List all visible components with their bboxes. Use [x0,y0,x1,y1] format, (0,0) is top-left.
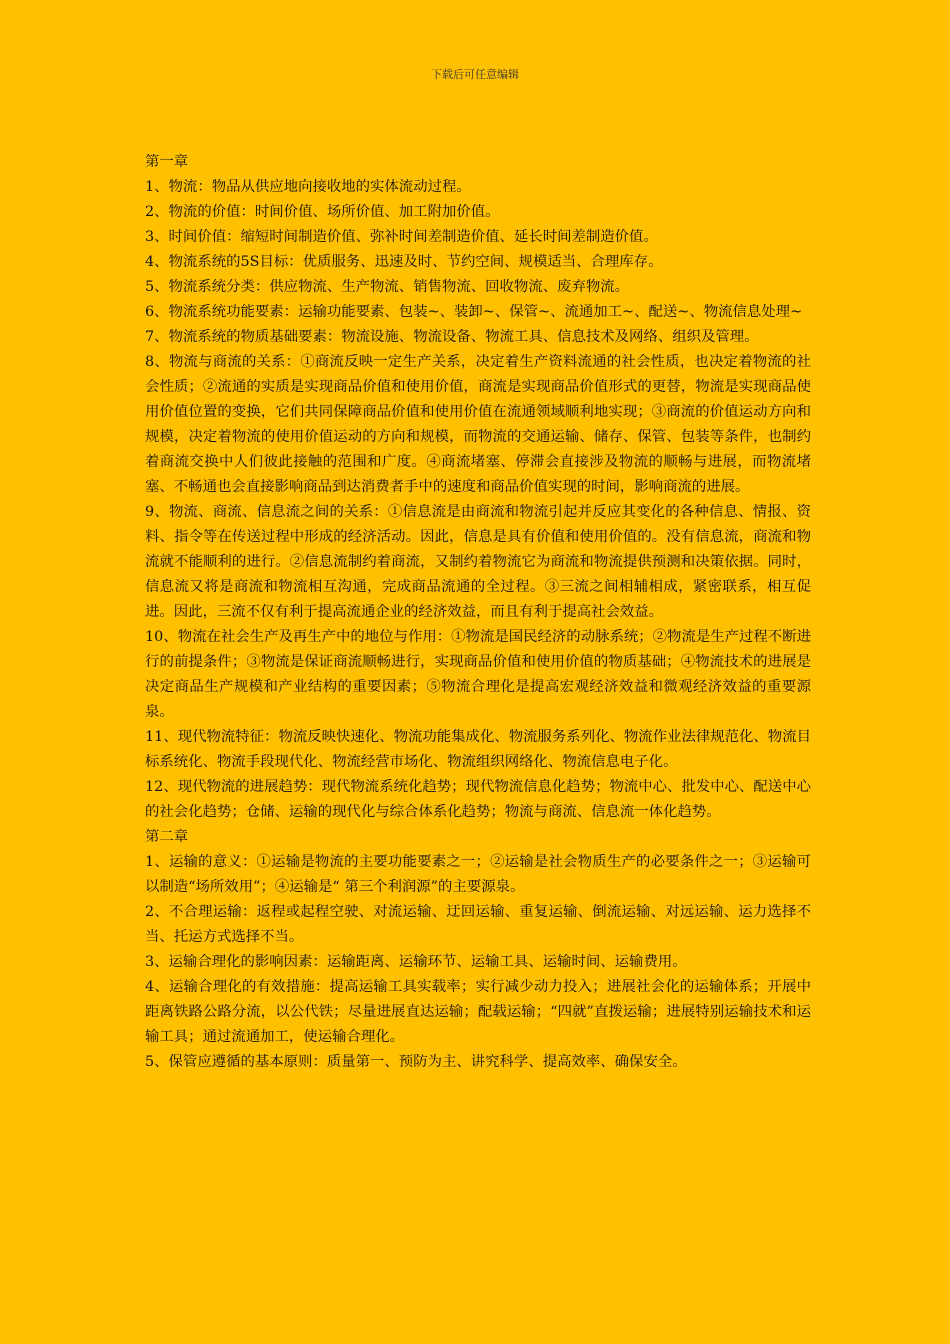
paragraph: 4、运输合理化的有效措施：提高运输工具实载率；实行减少动力投入；进展社会化的运输体系；开展中距离铁路公路分流，以公代铁；尽量进展直达运输；配载运输；“四就”直拨运输；进展特别运输技术和运输工具；通过流通加工，使运输合理化。 [145,979,811,1045]
paragraph: 2、物流的价值：时间价值、场所价值、加工附加价值。 [145,204,500,220]
paragraph: 1、运输的意义：①运输是物流的主要功能要素之一；②运输是社会物质生产的必要条件之一；③运输可以制造“场所效用”；④运输是“ 第三个利润源”的主要源泉。 [145,854,811,895]
paragraph: 12、现代物流的进展趋势：现代物流系统化趋势；现代物流信息化趋势；物流中心、批发中心、配送中心的社会化趋势；仓储、运输的现代化与综合体系化趋势；物流与商流、信息流一体化趋势。 [145,779,811,820]
paragraph: 4、物流系统的5S目标：优质服务、迅速及时、节约空间、规模适当、合理库存。 [145,254,663,270]
paragraph: 5、物流系统分类：供应物流、生产物流、销售物流、回收物流、废弃物流。 [145,279,630,295]
paragraph: 8、物流与商流的关系：①商流反映一定生产关系，决定着生产资料流通的社会性质，也决定着物流的社会性质；②流通的实质是实现商品价值和使用价值，商流是实现商品价值形式的更替，物流是实现商品使用价值位置的变换，它们共同保障商品价值和使用价值在流通领域顺利地实现；③商流的价值运动方向和规模，决定着物流的使用价值运动的方向和规模，而物流的交通运输、储存、保管、包装等条件，也制约着商流交换中人们彼此接触的范围和广度。④商流堵塞、停滞会直接涉及物流的顺畅与进展，而物流堵塞、不畅通也会直接影响商品到达消费者手中的速度和商品价值实现的时间，影响商流的进展。 [145,354,811,495]
paragraph: 11、现代物流特征：物流反映快速化、物流功能集成化、物流服务系列化、物流作业法律规范化、物流目标系统化、物流手段现代化、物流经营市场化、物流组织网络化、物流信息电子化。 [145,729,811,770]
chapter-heading-2: 第二章 [145,829,189,845]
document-body [145,150,811,1075]
paragraph: 3、运输合理化的影响因素：运输距离、运输环节、运输工具、运输时间、运输费用。 [145,954,687,970]
paragraph: 2、不合理运输：返程或起程空驶、对流运输、迂回运输、重复运输、倒流运输、对远运输、运力选择不当、托运方式选择不当。 [145,904,811,945]
paragraph: 9、物流、商流、信息流之间的关系：①信息流是由商流和物流引起并反应其变化的各种信息、情报、资料、指令等在传送过程中形成的经济活动。因此，信息是具有价值和使用价值的。没有信息流，商流和物流就不能顺利的进行。②信息流制约着商流，又制约着物流它为商流和物流提供预测和决策依据。同时，信息流又将是商流和物流相互沟通，完成商品流通的全过程。③三流之间相辅相成，紧密联系，相互促进。因此，三流不仅有利于提高流通企业的经济效益，而且有利于提高社会效益。 [145,504,811,620]
paragraph: 1、物流：物品从供应地向接收地的实体流动过程。 [145,179,471,195]
paragraph: 5、保管应遵循的基本原则：质量第一、预防为主、讲究科学、提高效率、确保安全。 [145,1054,687,1070]
paragraph: 7、物流系统的物质基础要素：物流设施、物流设备、物流工具、信息技术及网络、组织及管理。 [145,329,759,345]
paragraph: 10、物流在社会生产及再生产中的地位与作用：①物流是国民经济的动脉系统；②物流是生产过程不断进行的前提条件；③物流是保证商流顺畅进行，实现商品价值和使用价值的物质基础；④物流技术的进展是决定商品生产规模和产业结构的重要因素；⑤物流合理化是提高宏观经济效益和微观经济效益的重要源泉。 [145,629,811,720]
paragraph: 3、时间价值：缩短时间制造价值、弥补时间差制造价值、延长时间差制造价值。 [145,229,658,245]
paragraph: 6、物流系统功能要素：运输功能要素、包装~、装卸~、保管~、流通加工~、配送~、物流信息处理~ [145,304,803,320]
page-header-note: 下载后可任意编辑 [431,68,519,81]
chapter-heading-1: 第一章 [145,154,189,170]
